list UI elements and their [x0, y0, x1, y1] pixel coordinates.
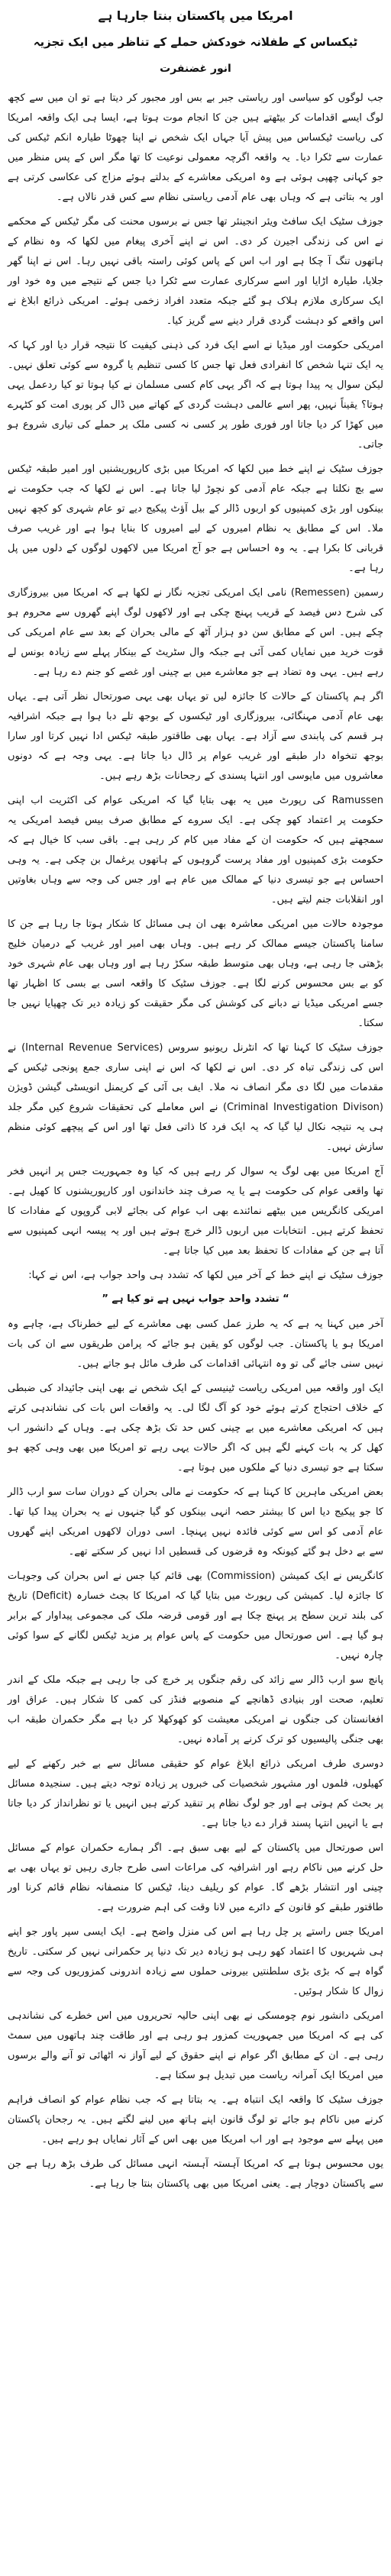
paragraph: آخر میں کہنا یہ ہے کہ یہ طرز عمل کسی بھی معاشرے کے لیے خطرناک ہے، چاہے وہ امریکا ہو یا پاکستان۔ جب لوگوں کو یقین ہو جائے کہ پرامن طریقوں سے ان کی بات نہیں سنی جائے گی تو وہ انتہائی اقدامات کی طرف مائل ہو جاتے ہیں۔ — [8, 1319, 383, 1370]
paragraph: دوسری طرف امریکی ذرائع ابلاغ عوام کو حقیقی مسائل سے بے خبر رکھنے کے لیے کھیلوں، فلموں اور مشہور شخصیات کی خبروں پر زیادہ توجہ دیتے ہیں۔ سنجیدہ مسائل پر بحث کم ہوتی ہے اور جو لوگ نظام پر تنقید کرتے ہیں انہیں یا تو نظرانداز کر دیا جاتا ہے یا انہیں انتہا پسند قرار دے دیا جاتا ہے۔ — [8, 1758, 383, 1829]
paragraph: جب لوگوں کو سیاسی اور ریاستی جبر بے بس اور مجبور کر دیتا ہے تو ان میں سے کچھ لوگ ایسے اقدامات کر بیٹھتے ہیں جن کا انجام موت ہوتا ہے، ایسا ہی ایک واقعہ امریکا کی ریاست ٹیکساس میں پیش آیا جہاں ایک شخص نے اپنا چھوٹا طیارہ انکم ٹیکس کی عمارت سے ٹکرا دیا۔ یہ واقعہ اگرچہ معمولی نوعیت کا تھا مگر اس کے پس منظر میں جو کہانی چھپی ہوئی ہے وہ امریکی معاشرے کے بدلتے ہوئے مزاج کی عکاسی کرتی ہے اور یہ بتاتی ہے کہ وہاں بھی عام آدمی ریاستی نظام سے کس قدر نالاں ہے۔ — [8, 92, 383, 203]
paragraph: پانچ سو ارب ڈالر سے زائد کی رقم جنگوں پر خرچ کی جا رہی ہے جبکہ ملک کے اندر تعلیم، صحت اور بنیادی ڈھانچے کے منصوبے فنڈز کی کمی کا شکار ہیں۔ عراق اور افغانستان کی جنگوں نے امریکی معیشت کو کھوکھلا کر دیا ہے مگر حکمران طبقہ اب بھی جنگی پالیسیوں کو ترک کرنے پر آمادہ نہیں۔ — [8, 1674, 383, 1745]
article-author: انور غضنفرت — [160, 63, 231, 75]
article-title: امریکا میں پاکستان بنتا جارہا ہے — [98, 8, 293, 23]
paragraph: Ramussen کی رپورٹ میں یہ بھی بتایا گیا کہ امریکی عوام کی اکثریت اب اپنی حکومت پر اعتماد کھو چکی ہے۔ ایک سروے کے مطابق صرف بیس فیصد امریکی یہ سمجھتے ہیں کہ حکومت ان کے مفاد میں کام کر رہی ہے۔ باقی سب کا خیال ہے کہ حکومت بڑی کمپنیوں اور مفاد پرست گروہوں کے ہاتھوں یرغمال بن چکی ہے۔ یہ وہی احساس ہے جو تیسری دنیا کے ممالک میں عام ہے اور جس کی وجہ سے وہاں بغاوتیں اور انقلابات جنم لیتے ہیں۔ — [8, 795, 383, 905]
paragraph: امریکا جس راستے پر چل رہا ہے اس کی منزل واضح ہے۔ ایک ایسی سپر پاور جو اپنے ہی شہریوں کا اعتماد کھو رہی ہو زیادہ دیر تک دنیا پر حکمرانی نہیں کر سکتی۔ تاریخ گواہ ہے کہ بڑی بڑی سلطنتیں بیرونی حملوں سے زیادہ اندرونی کمزوریوں کی وجہ سے زوال کا شکار ہوئیں۔ — [8, 1926, 383, 1997]
paragraph: ایک اور واقعہ میں امریکی ریاست ٹینیسی کے ایک شخص نے بھی اپنی جائیداد کی ضبطی کے خلاف احتجاج کرتے ہوئے خود کو آگ لگا لی۔ یہ واقعات اس بات کی نشاندہی کرتے ہیں کہ امریکی معاشرے میں بے چینی کس حد تک بڑھ چکی ہے۔ وہاں کے دانشور اب کھل کر یہ بات کہنے لگے ہیں کہ اگر حالات یہی رہے تو امریکا میں بھی وہی کچھ ہو سکتا ہے جو تیسری دنیا کے ملکوں میں ہوتا ہے۔ — [8, 1383, 383, 1474]
paragraph: رسمین (Remessen) نامی ایک امریکی تجزیہ نگار نے لکھا ہے کہ امریکا میں بیروزگاری کی شرح دس فیصد کے قریب پہنچ چکی ہے اور لاکھوں لوگ اپنے گھروں سے محروم ہو چکے ہیں۔ اس کے مطابق سن دو ہزار آٹھ کے مالی بحران کے بعد سے عام امریکی کی قوت خرید میں نمایاں کمی آئی ہے جبکہ وال سٹریٹ کے بینکار پہلے سے زیادہ بونس لے رہے ہیں۔ یہی وہ تضاد ہے جو معاشرے میں بے چینی اور غصے کو جنم دے رہا ہے۔ — [8, 587, 383, 678]
paragraph: جوزف سٹیک نے اپنے خط کے آخر میں لکھا کہ تشدد ہی واحد جواب ہے، اس نے کہا: — [28, 1270, 383, 1281]
paragraph: آج امریکا میں بھی لوگ یہ سوال کر رہے ہیں کہ کیا وہ جمہوریت جس پر انہیں فخر تھا واقعی عوام کی حکومت ہے یا یہ صرف چند خاندانوں اور کارپوریشنوں کا کھیل ہے۔ امریکی کانگریس میں بیٹھے نمائندے بھی اب عوام کی بجائے لابی گروپوں کے مفادات کا تحفظ کرتے ہیں۔ انتخابات میں اربوں ڈالر خرچ ہوتے ہیں اور یہ پیسہ انہی کمپنیوں سے آتا ہے جن کے مفادات کا تحفظ بعد میں کیا جاتا ہے۔ — [8, 1166, 383, 1257]
paragraph: امریکی دانشور نوم چومسکی نے بھی اپنی حالیہ تحریروں میں اس خطرے کی نشاندہی کی ہے کہ امریکا میں جمہوریت کمزور ہو رہی ہے اور طاقت چند ہاتھوں میں سمٹ رہی ہے۔ ان کے مطابق اگر عوام نے اپنے حقوق کے لیے آواز نہ اٹھائی تو آنے والے برسوں میں امریکا ایک آمرانہ ریاست میں تبدیل ہو سکتا ہے۔ — [8, 2010, 383, 2081]
paragraph: امریکی حکومت اور میڈیا نے اسے ایک فرد کی ذہنی کیفیت کا نتیجہ قرار دیا اور کہا کہ یہ ایک تنہا شخص کا انفرادی فعل تھا جس کا کسی تنظیم یا گروہ سے کوئی تعلق نہیں۔ لیکن سوال یہ پیدا ہوتا ہے کہ اگر یہی کام کسی مسلمان نے کیا ہوتا تو کیا ردعمل یہی ہوتا؟ یقیناً نہیں، پھر اسے عالمی دہشت گردی کے کھاتے میں ڈال کر پوری امت کو کٹہرے میں کھڑا کر دیا جاتا اور فوری طور پر کسی نہ کسی ملک پر حملے کی تیاری شروع ہو جاتی۔ — [8, 340, 383, 450]
pull-quote: “ تشدد واحد جواب نہیں ہے تو کیا ہے ” — [102, 1293, 289, 1305]
paragraph: یوں محسوس ہوتا ہے کہ امریکا آہستہ آہستہ انہی مسائل کی طرف بڑھ رہا ہے جن سے پاکستان دوچار ہے۔ یعنی امریکا میں بھی پاکستان بنتا جا رہا ہے۔ — [8, 2158, 383, 2190]
paragraph: جوزف سٹیک ایک سافٹ ویئر انجینئر تھا جس نے برسوں محنت کی مگر ٹیکس کے محکمے نے اس کی زندگی اجیرن کر دی۔ اس نے اپنے آخری پیغام میں لکھا کہ وہ نظام کے ہاتھوں تنگ آ چکا ہے اور اب اس کے پاس کوئی راستہ باقی نہیں رہا۔ اس نے اپنا گھر جلایا، طیارہ اڑایا اور اسے سرکاری عمارت سے ٹکرا دیا جس کے نتیجے میں وہ خود اور ایک سرکاری ملازم ہلاک ہو گئے جبکہ متعدد افراد زخمی ہوئے۔ امریکی ذرائع ابلاغ نے اس واقعے کو دہشت گردی قرار دینے سے گریز کیا۔ — [8, 216, 383, 327]
paragraph: بعض امریکی ماہرین کا کہنا ہے کہ حکومت نے مالی بحران کے دوران سات سو ارب ڈالر کا جو پیکیج دیا اس کا بیشتر حصہ انہی بینکوں کو گیا جنہوں نے یہ بحران پیدا کیا تھا۔ عام آدمی کو اس سے کوئی فائدہ نہیں پہنچا۔ اسی دوران لاکھوں امریکی اپنے گھروں سے بے دخل ہو گئے کیونکہ وہ قرضوں کی قسطیں ادا نہیں کر سکتے تھے۔ — [8, 1487, 383, 1558]
article-subtitle: ٹیکساس کے طفلانہ خودکش حملے کے تناظر میں ایک تجزیہ — [33, 35, 358, 49]
paragraph: جوزف سٹیک کا کہنا تھا کہ انٹرنل ریونیو سروس (Internal Revenue Services) نے اس کی زندگی تباہ کر دی۔ اس نے لکھا کہ اس نے اپنی ساری جمع پونجی ٹیکس کے مقدمات میں لگا دی مگر انصاف نہ ملا۔ ایف بی آئی کے کریمنل انویسٹی گیشن ڈویژن (Criminal Investigation Divison) نے اس معاملے کی تحقیقات شروع کیں مگر جلد ہی یہ نتیجہ نکال لیا گیا کہ یہ ایک فرد کا ذاتی فعل تھا اور اس کے پیچھے کوئی منظم سازش نہیں۔ — [8, 1042, 383, 1153]
paragraph: اس صورتحال میں پاکستان کے لیے بھی سبق ہے۔ اگر ہمارے حکمران عوام کے مسائل حل کرنے میں ناکام رہے اور اشرافیہ کی مراعات اسی طرح جاری رہیں تو یہاں بھی بے چینی اور انتشار بڑھے گا۔ عوام کو ریلیف دینا، ٹیکس کا منصفانہ نظام قائم کرنا اور طاقتور طبقے کو قانون کے دائرے میں لانا وقت کی اہم ضرورت ہے۔ — [8, 1842, 383, 1913]
paragraph: کانگریس نے ایک کمیشن (Commission) بھی قائم کیا جس نے اس بحران کی وجوہات کا جائزہ لیا۔ کمیشن کی رپورٹ میں بتایا گیا کہ امریکا کا بجٹ خسارہ (Deficit) تاریخ کی بلند ترین سطح پر پہنچ چکا ہے اور قومی قرضہ ملک کی مجموعی پیداوار کے برابر ہو گیا ہے۔ اس صورتحال میں حکومت کے پاس عوام پر مزید ٹیکس لگانے کے سوا کوئی چارہ نہیں۔ — [8, 1570, 384, 1661]
article-body — [8, 89, 383, 2194]
paragraph: جوزف سٹیک نے اپنے خط میں لکھا کہ امریکا میں بڑی کارپوریشنیں اور امیر طبقہ ٹیکس سے بچ نکلتا ہے جبکہ عام آدمی کو نچوڑ لیا جاتا ہے۔ اس نے لکھا کہ جب حکومت نے بینکوں اور بڑی کمپنیوں کو اربوں ڈالر کے بیل آؤٹ پیکیج دیے تو عام شہری کو کچھ نہیں ملا۔ اس کے مطابق یہ نظام امیروں کے لیے امیروں کا بنایا ہوا ہے اور غریب صرف قربانی کا بکرا ہے۔ یہ وہ احساس ہے جو آج امریکا میں لاکھوں لوگوں کے دلوں میں پل رہا ہے۔ — [8, 463, 383, 574]
paragraph: جوزف سٹیک کا واقعہ ایک انتباہ ہے۔ یہ بتاتا ہے کہ جب نظام عوام کو انصاف فراہم کرنے میں ناکام ہو جائے تو لوگ قانون اپنے ہاتھ میں لینے لگتے ہیں۔ یہ رجحان پاکستان میں پہلے سے موجود ہے اور اب امریکا میں بھی اس کے آثار نمایاں ہو رہے ہیں۔ — [8, 2094, 383, 2145]
paragraph: اگر ہم پاکستان کے حالات کا جائزہ لیں تو یہاں بھی یہی صورتحال نظر آتی ہے۔ یہاں بھی عام آدمی مہنگائی، بیروزگاری اور ٹیکسوں کے بوجھ تلے دبا ہوا ہے جبکہ اشرافیہ ہر قسم کی پابندی سے آزاد ہے۔ یہاں بھی طاقتور طبقہ ٹیکس ادا نہیں کرتا اور سارا بوجھ تنخواہ دار طبقے اور غریب عوام پر ڈال دیا جاتا ہے۔ یہی وجہ ہے کہ دونوں معاشروں میں مایوسی اور انتہا پسندی کے رجحانات بڑھ رہے ہیں۔ — [8, 691, 383, 782]
paragraph: موجودہ حالات میں امریکی معاشرہ بھی ان ہی مسائل کا شکار ہوتا جا رہا ہے جن کا سامنا پاکستان جیسے ممالک کر رہے ہیں۔ وہاں بھی امیر اور غریب کے درمیان خلیج بڑھتی جا رہی ہے، وہاں بھی متوسط طبقہ سکڑ رہا ہے اور وہاں بھی عام شہری خود کو بے بس محسوس کرنے لگا ہے۔ جوزف سٹیک کا واقعہ اسی بے بسی کا اظہار تھا جسے امریکی میڈیا نے دبانے کی کوشش کی مگر حقیقت کو زیادہ دیر تک چھپایا نہیں جا سکتا۔ — [8, 918, 383, 1029]
